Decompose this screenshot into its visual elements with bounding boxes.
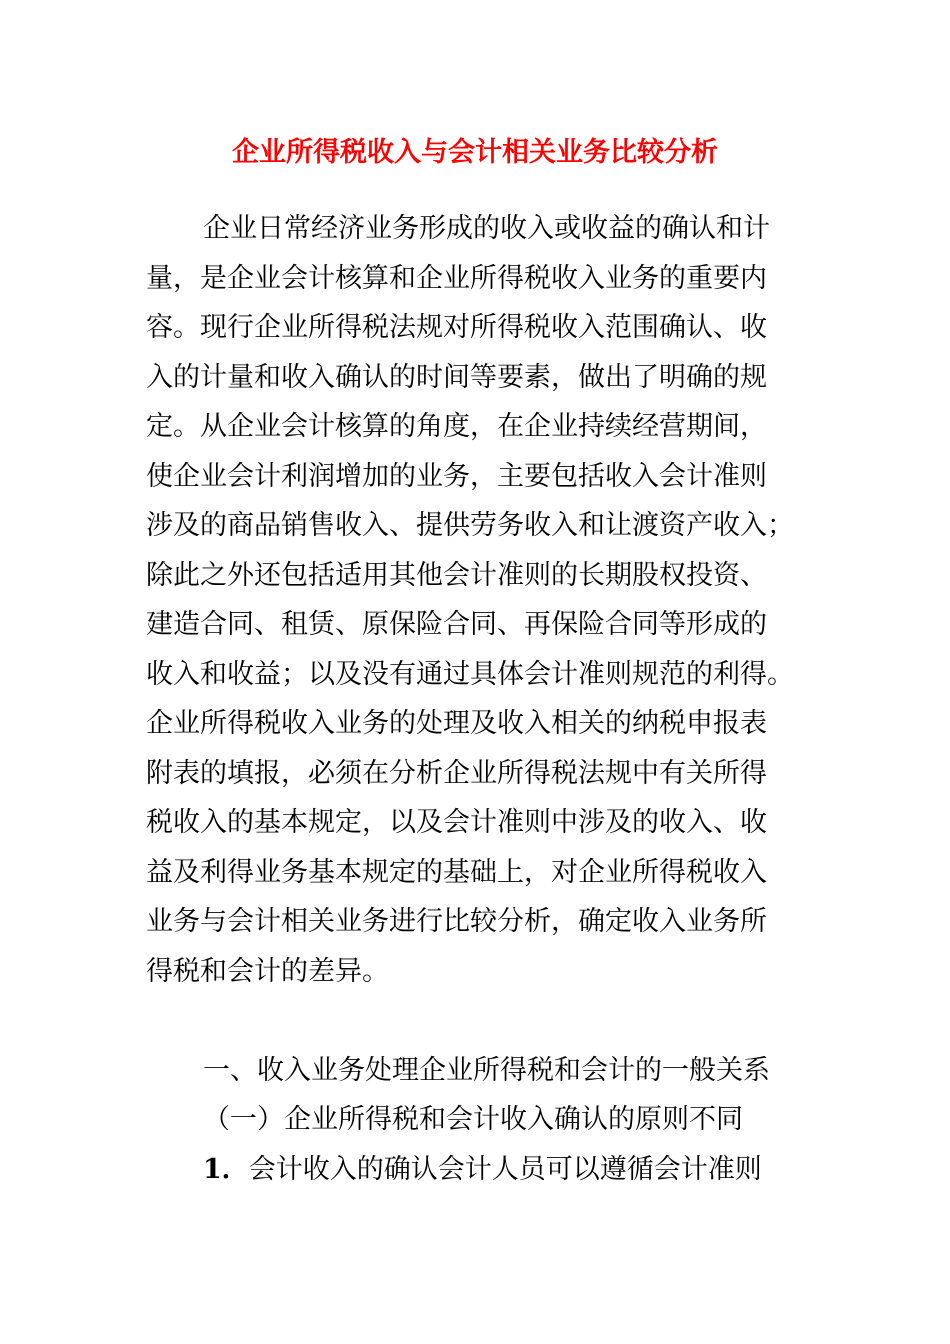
paragraph-line: 益及利得业务基本规定的基础上，对企业所得税收入 <box>146 856 767 888</box>
paragraph-line: 业务与会计相关业务进行比较分析，确定收入业务所 <box>146 906 767 937</box>
document-body <box>146 204 816 1194</box>
paragraph-1 <box>146 204 816 996</box>
paragraph-line: 定。从企业会计核算的角度，在企业持续经营期间， <box>146 411 767 442</box>
item-1 <box>146 1145 816 1195</box>
paragraph-line: 除此之外还包括适用其他会计准则的长期股权投资、 <box>146 559 767 591</box>
section-1-heading: 一、收入业务处理企业所得税和会计的一般关系 <box>203 1054 770 1086</box>
paragraph-line: 税收入的基本规定，以及会计准则中涉及的收入、收 <box>146 807 767 838</box>
paragraph-line: 入的计量和收入确认的时间等要素，做出了明确的规 <box>146 361 767 393</box>
paragraph-line: 附表的填报，必须在分析企业所得税法规中有关所得 <box>146 757 767 789</box>
subsection-1-heading: （一）企业所得税和会计收入确认的原则不同 <box>203 1104 743 1135</box>
paragraph-line: 量，是企业会计核算和企业所得税收入业务的重要内 <box>146 262 767 294</box>
paragraph-line: 使企业会计利润增加的业务，主要包括收入会计准则 <box>146 460 767 492</box>
paragraph-line: 企业所得税收入业务的处理及收入相关的纳税申报表 <box>146 708 767 739</box>
paragraph-line: 容。现行企业所得税法规对所得税收入范围确认、收 <box>146 312 767 343</box>
item-1-number: 1． <box>203 1153 249 1185</box>
item-1-text: 会计收入的确认会计人员可以遵循会计准则 <box>248 1153 762 1185</box>
blank-line <box>146 996 816 1046</box>
paragraph-line: 收入和收益；以及没有通过具体会计准则规范的利得。 <box>146 658 794 690</box>
paragraph-line: 涉及的商品销售收入、提供劳务收入和让渡资产收入； <box>146 510 794 541</box>
paragraph-line: 企业日常经济业务形成的收入或收益的确认和计 <box>203 213 770 244</box>
paragraph-line: 建造合同、租赁、原保险合同、再保险合同等形成的 <box>146 609 767 640</box>
paragraph-line: 得税和会计的差异。 <box>146 955 389 987</box>
document-title: 企业所得税收入与会计相关业务比较分析 <box>232 137 718 168</box>
